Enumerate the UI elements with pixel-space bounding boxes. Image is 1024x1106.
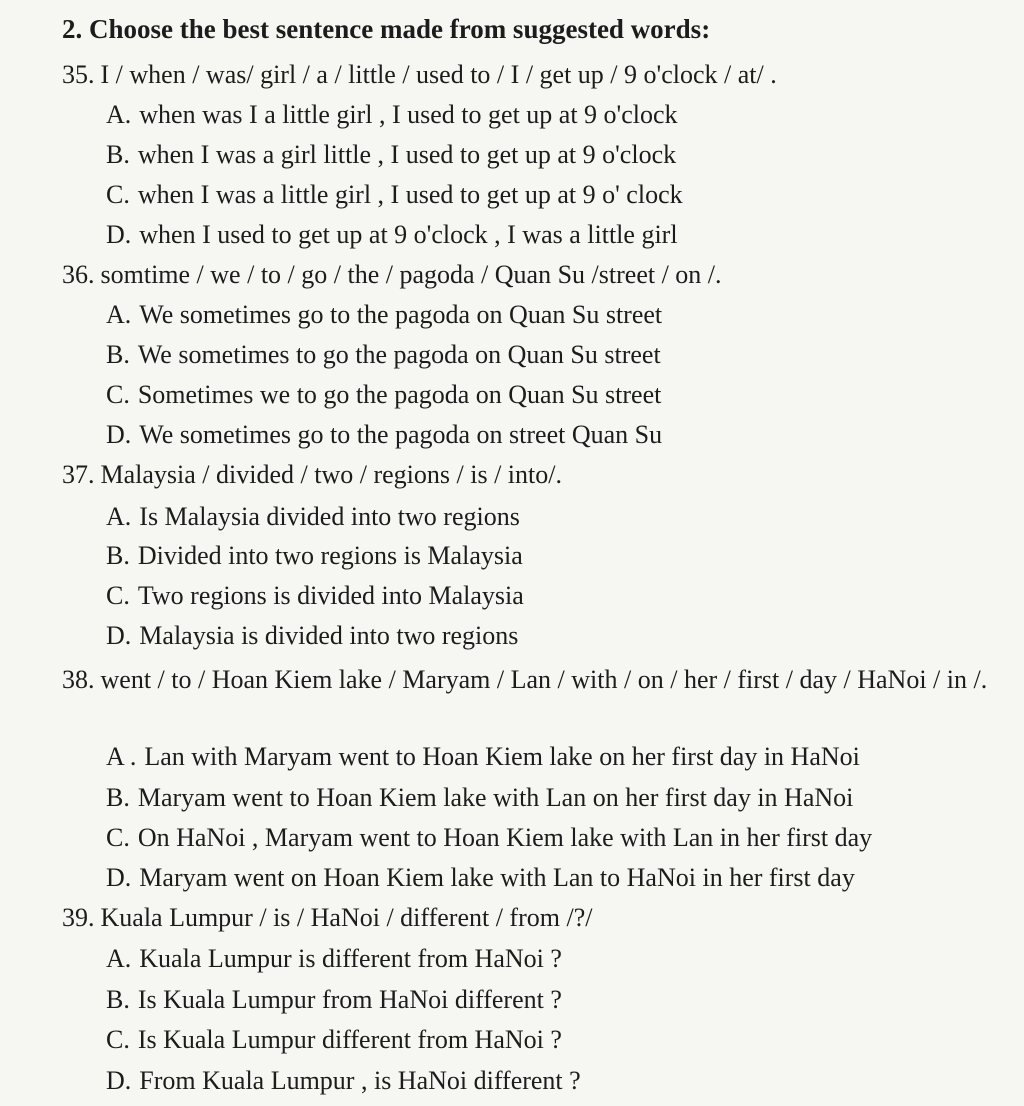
question-36-option-b	[106, 340, 661, 370]
question-37-option-a	[106, 502, 520, 532]
option-text: Is Kuala Lumpur different from HaNoi ?	[137, 1025, 562, 1054]
question-prompt-text: I / when / was/ girl / a / little / used to / I / get up / 9 o'clock / at/ .	[100, 60, 777, 89]
option-letter: A.	[106, 100, 132, 129]
option-letter: A.	[106, 300, 132, 329]
option-text: Maryam went on Hoan Kiem lake with Lan to HaNoi in her first day	[139, 863, 855, 892]
question-37-option-d	[106, 621, 518, 651]
option-text: Is Kuala Lumpur from HaNoi different ?	[137, 985, 562, 1014]
question-35-option-b	[106, 140, 676, 170]
option-text: Sometimes we to go the pagoda on Quan Su street	[137, 380, 662, 409]
option-letter: A.	[106, 944, 132, 973]
question-number: 39.	[62, 903, 95, 932]
option-text: Divided into two regions is Malaysia	[137, 541, 523, 570]
question-36-prompt	[62, 260, 722, 290]
option-text: Is Malaysia divided into two regions	[139, 502, 520, 531]
option-letter: C.	[106, 380, 130, 409]
option-text: when I was a girl little , I used to get up at 9 o'clock	[137, 140, 677, 169]
question-35-option-a	[106, 100, 678, 130]
option-text: when I used to get up at 9 o'clock , I was a little girl	[139, 220, 678, 249]
question-35-option-c	[106, 180, 683, 210]
question-39-option-b	[106, 985, 562, 1015]
question-number: 36.	[62, 260, 95, 289]
option-letter: B.	[106, 541, 130, 570]
question-36-option-a	[106, 300, 662, 330]
option-letter: B.	[106, 140, 130, 169]
option-text: We sometimes go to the pagoda on street Quan Su	[139, 420, 663, 449]
section-title: 2. Choose the best sentence made from suggested words:	[62, 14, 711, 44]
question-38-option-c	[106, 823, 872, 853]
question-38-prompt	[62, 660, 1022, 700]
option-letter: D.	[106, 420, 132, 449]
option-text: From Kuala Lumpur , is HaNoi different ?	[139, 1066, 581, 1095]
option-letter: C.	[106, 581, 130, 610]
option-letter: D.	[106, 1066, 132, 1095]
question-39-option-a	[106, 944, 562, 974]
option-letter: C.	[106, 1025, 130, 1054]
option-letter: B.	[106, 985, 130, 1014]
option-text: Kuala Lumpur is different from HaNoi ?	[139, 944, 562, 973]
option-letter: A .	[106, 742, 137, 771]
option-text: Lan with Maryam went to Hoan Kiem lake on her first day in HaNoi	[144, 742, 860, 771]
option-text: Malaysia is divided into two regions	[139, 621, 519, 650]
option-letter: B.	[106, 340, 130, 369]
question-number: 37.	[62, 460, 95, 489]
option-letter: C.	[106, 823, 130, 852]
option-text: We sometimes to go the pagoda on Quan Su street	[137, 340, 661, 369]
question-prompt-text: went / to / Hoan Kiem lake / Maryam / Lan / with / on / her / first / day / HaNoi / in /.	[100, 665, 988, 694]
option-text: Two regions is divided into Malaysia	[137, 581, 524, 610]
question-number: 38.	[62, 665, 95, 694]
option-letter: C.	[106, 180, 130, 209]
option-letter: D.	[106, 220, 132, 249]
question-37-option-c	[106, 581, 524, 611]
question-38-option-b	[106, 783, 853, 813]
question-38-option-a	[106, 742, 860, 772]
option-letter: A.	[106, 502, 132, 531]
question-39-option-d	[106, 1066, 581, 1096]
question-35-option-d	[106, 220, 678, 250]
question-35-prompt	[62, 60, 777, 90]
option-text: On HaNoi , Maryam went to Hoan Kiem lake with Lan in her first day	[137, 823, 873, 852]
question-37-option-b	[106, 541, 523, 571]
question-36-option-d	[106, 420, 662, 450]
question-prompt-text: Malaysia / divided / two / regions / is / into/.	[100, 460, 562, 489]
question-39-option-c	[106, 1025, 562, 1055]
question-39-prompt	[62, 903, 592, 933]
option-letter: B.	[106, 783, 130, 812]
option-letter: D.	[106, 621, 132, 650]
question-38-option-d	[106, 863, 855, 893]
question-prompt-text: Kuala Lumpur / is / HaNoi / different / from /?/	[100, 903, 593, 932]
question-36-option-c	[106, 380, 661, 410]
option-letter: D.	[106, 863, 132, 892]
question-number: 35.	[62, 60, 95, 89]
question-37-prompt	[62, 460, 562, 490]
question-prompt-text: somtime / we / to / go / the / pagoda / Quan Su /street / on /.	[100, 260, 722, 289]
option-text: We sometimes go to the pagoda on Quan Su street	[139, 300, 663, 329]
option-text: Maryam went to Hoan Kiem lake with Lan on her first day in HaNoi	[137, 783, 854, 812]
option-text: when I was a little girl , I used to get up at 9 o' clock	[137, 180, 683, 209]
option-text: when was I a little girl , I used to get up at 9 o'clock	[139, 100, 678, 129]
